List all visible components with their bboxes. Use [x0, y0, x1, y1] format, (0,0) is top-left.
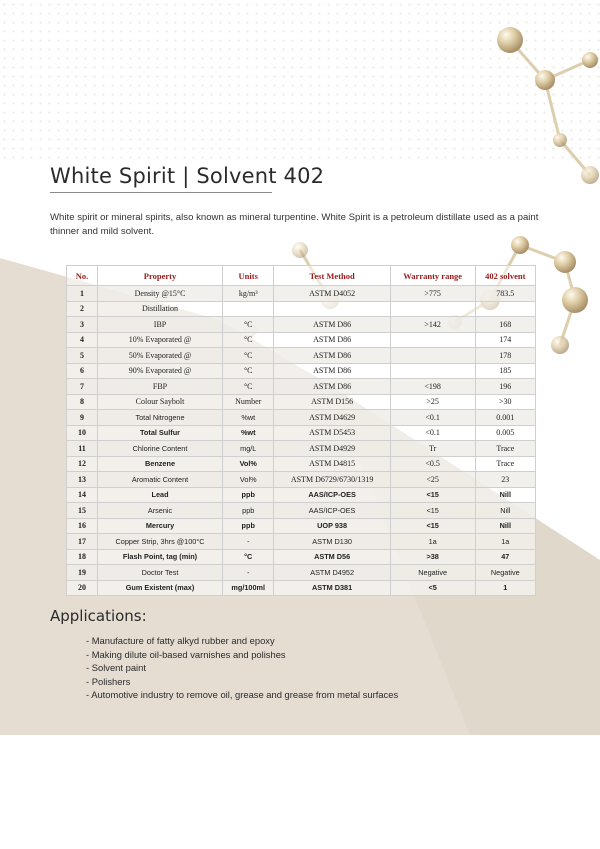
cell-method: UOP 938	[274, 518, 390, 534]
cell-range: <0.1	[390, 410, 475, 426]
cell-units: %wt	[223, 410, 274, 426]
cell-method: ASTM D56	[274, 549, 390, 565]
cell-no: 4	[67, 332, 98, 348]
col-header-warranty-range: Warranty range	[390, 266, 475, 286]
cell-units: °C	[223, 363, 274, 379]
cell-units: ppb	[223, 518, 274, 534]
table-row	[67, 348, 536, 364]
cell-method: ASTM D86	[274, 363, 390, 379]
cell-method: ASTM D6729/6730/1319	[274, 472, 390, 488]
cell-method	[274, 301, 390, 317]
cell-property: Total Sulfur	[98, 425, 223, 441]
cell-property: FBP	[98, 379, 223, 395]
intro-paragraph: White spirit or mineral spirits, also known as mineral turpentine. White Spirit is a petroleum distillate used as a paint thinner and mild solvent.	[50, 212, 539, 237]
table-row	[67, 425, 536, 441]
cell-no: 2	[67, 301, 98, 317]
cell-units: %wt	[223, 425, 274, 441]
cell-range: <15	[390, 518, 475, 534]
list-item: - Polishers	[86, 675, 398, 689]
cell-no: 1	[67, 286, 98, 302]
cell-method: ASTM D4952	[274, 565, 390, 581]
table-row	[67, 379, 536, 395]
cell-method: ASTM D4929	[274, 441, 390, 457]
cell-range: <198	[390, 379, 475, 395]
cell-range: >775	[390, 286, 475, 302]
cell-method: ASTM D4629	[274, 410, 390, 426]
cell-no: 16	[67, 518, 98, 534]
cell-property: Density @15°C	[98, 286, 223, 302]
cell-range	[390, 348, 475, 364]
cell-value: 0.005	[475, 425, 535, 441]
col-header-test-method: Test Method	[274, 266, 390, 286]
cell-range	[390, 332, 475, 348]
cell-range	[390, 363, 475, 379]
cell-no: 20	[67, 580, 98, 596]
cell-units: Vol%	[223, 456, 274, 472]
list-item: - Making dilute oil-based varnishes and polishes	[86, 648, 398, 662]
cell-no: 6	[67, 363, 98, 379]
cell-units: °C	[223, 379, 274, 395]
cell-property: Doctor Test	[98, 565, 223, 581]
cell-no: 7	[67, 379, 98, 395]
cell-value: 174	[475, 332, 535, 348]
cell-value: 196	[475, 379, 535, 395]
table-row	[67, 534, 536, 550]
cell-value: Trace	[475, 441, 535, 457]
cell-value: 1a	[475, 534, 535, 550]
cell-no: 17	[67, 534, 98, 550]
cell-property: Lead	[98, 487, 223, 503]
table-row	[67, 394, 536, 410]
cell-units: °C	[223, 317, 274, 333]
cell-property: Colour Saybolt	[98, 394, 223, 410]
cell-units: °C	[223, 348, 274, 364]
cell-property: 90% Evaporated @	[98, 363, 223, 379]
cell-value: Negative	[475, 565, 535, 581]
col-header-402-solvent: 402 solvent	[475, 266, 535, 286]
cell-value: 168	[475, 317, 535, 333]
cell-value	[475, 301, 535, 317]
cell-units: ppb	[223, 503, 274, 519]
cell-property: IBP	[98, 317, 223, 333]
spec-table	[66, 265, 536, 596]
cell-units: ppb	[223, 487, 274, 503]
cell-no: 5	[67, 348, 98, 364]
cell-units: kg/m³	[223, 286, 274, 302]
table-row	[67, 472, 536, 488]
cell-method: AAS/ICP-OES	[274, 487, 390, 503]
cell-value: Nill	[475, 503, 535, 519]
cell-range: Negative	[390, 565, 475, 581]
cell-property: 50% Evaporated @	[98, 348, 223, 364]
cell-value: >30	[475, 394, 535, 410]
cell-no: 13	[67, 472, 98, 488]
cell-units	[223, 301, 274, 317]
cell-range: <5	[390, 580, 475, 596]
cell-value: 178	[475, 348, 535, 364]
cell-method: ASTM D86	[274, 379, 390, 395]
cell-property: Mercury	[98, 518, 223, 534]
table-row	[67, 410, 536, 426]
cell-units: Vol%	[223, 472, 274, 488]
table-header-row	[67, 266, 536, 286]
cell-no: 9	[67, 410, 98, 426]
cell-no: 19	[67, 565, 98, 581]
cell-method: ASTM D4815	[274, 456, 390, 472]
cell-property: Chlorine Content	[98, 441, 223, 457]
cell-range: <25	[390, 472, 475, 488]
title-underline	[50, 192, 272, 193]
table-row	[67, 487, 536, 503]
table-row	[67, 518, 536, 534]
cell-value: Trace	[475, 456, 535, 472]
cell-range: <0.1	[390, 425, 475, 441]
table-row	[67, 301, 536, 317]
table-row	[67, 565, 536, 581]
cell-property: Total Nitrogene	[98, 410, 223, 426]
table-row	[67, 549, 536, 565]
cell-range: Tr	[390, 441, 475, 457]
cell-property: Benzene	[98, 456, 223, 472]
cell-method: ASTM D86	[274, 317, 390, 333]
cell-method: ASTM D4052	[274, 286, 390, 302]
cell-value: 23	[475, 472, 535, 488]
cell-value: Nill	[475, 518, 535, 534]
cell-no: 14	[67, 487, 98, 503]
cell-method: ASTM D5453	[274, 425, 390, 441]
cell-units: °C	[223, 549, 274, 565]
cell-value: Nill	[475, 487, 535, 503]
cell-property: 10% Evaporated @	[98, 332, 223, 348]
applications-heading: Applications:	[50, 607, 147, 625]
list-item: - Solvent paint	[86, 661, 398, 675]
cell-method: ASTM D130	[274, 534, 390, 550]
cell-value: 47	[475, 549, 535, 565]
table-row	[67, 363, 536, 379]
cell-no: 10	[67, 425, 98, 441]
cell-property: Arsenic	[98, 503, 223, 519]
table-row	[67, 332, 536, 348]
cell-method: ASTM D381	[274, 580, 390, 596]
cell-property: Gum Existent (max)	[98, 580, 223, 596]
table-row	[67, 317, 536, 333]
cell-range	[390, 301, 475, 317]
cell-range: <15	[390, 487, 475, 503]
cell-range: <0.5	[390, 456, 475, 472]
cell-units: mg/100ml	[223, 580, 274, 596]
applications-list	[86, 634, 398, 702]
cell-units: -	[223, 534, 274, 550]
cell-no: 3	[67, 317, 98, 333]
cell-range: >142	[390, 317, 475, 333]
cell-range: >38	[390, 549, 475, 565]
cell-no: 8	[67, 394, 98, 410]
cell-range: 1a	[390, 534, 475, 550]
list-item: - Automotive industry to remove oil, grease and grease from metal surfaces	[86, 688, 398, 702]
cell-value: 0.001	[475, 410, 535, 426]
table-row	[67, 580, 536, 596]
cell-value: 1	[475, 580, 535, 596]
cell-method: ASTM D86	[274, 332, 390, 348]
cell-method: ASTM D86	[274, 348, 390, 364]
cell-property: Copper Strip, 3hrs @100°C	[98, 534, 223, 550]
cell-property: Aromatic Content	[98, 472, 223, 488]
cell-range: >25	[390, 394, 475, 410]
cell-units: Number	[223, 394, 274, 410]
cell-method: AAS/ICP-OES	[274, 503, 390, 519]
cell-range: <15	[390, 503, 475, 519]
col-header-no: No.	[67, 266, 98, 286]
cell-units: mg/L	[223, 441, 274, 457]
cell-no: 11	[67, 441, 98, 457]
table-row	[67, 456, 536, 472]
cell-units: °C	[223, 332, 274, 348]
table-row	[67, 503, 536, 519]
cell-no: 18	[67, 549, 98, 565]
table-row	[67, 286, 536, 302]
cell-no: 12	[67, 456, 98, 472]
col-header-units: Units	[223, 266, 274, 286]
list-item: - Manufacture of fatty alkyd rubber and epoxy	[86, 634, 398, 648]
cell-value: 185	[475, 363, 535, 379]
col-header-property: Property	[98, 266, 223, 286]
cell-method: ASTM D156	[274, 394, 390, 410]
cell-property: Distillation	[98, 301, 223, 317]
page-title: White Spirit | Solvent 402	[50, 164, 325, 188]
cell-value: 783.5	[475, 286, 535, 302]
cell-units: -	[223, 565, 274, 581]
cell-property: Flash Point, tag (min)	[98, 549, 223, 565]
cell-no: 15	[67, 503, 98, 519]
table-row	[67, 441, 536, 457]
